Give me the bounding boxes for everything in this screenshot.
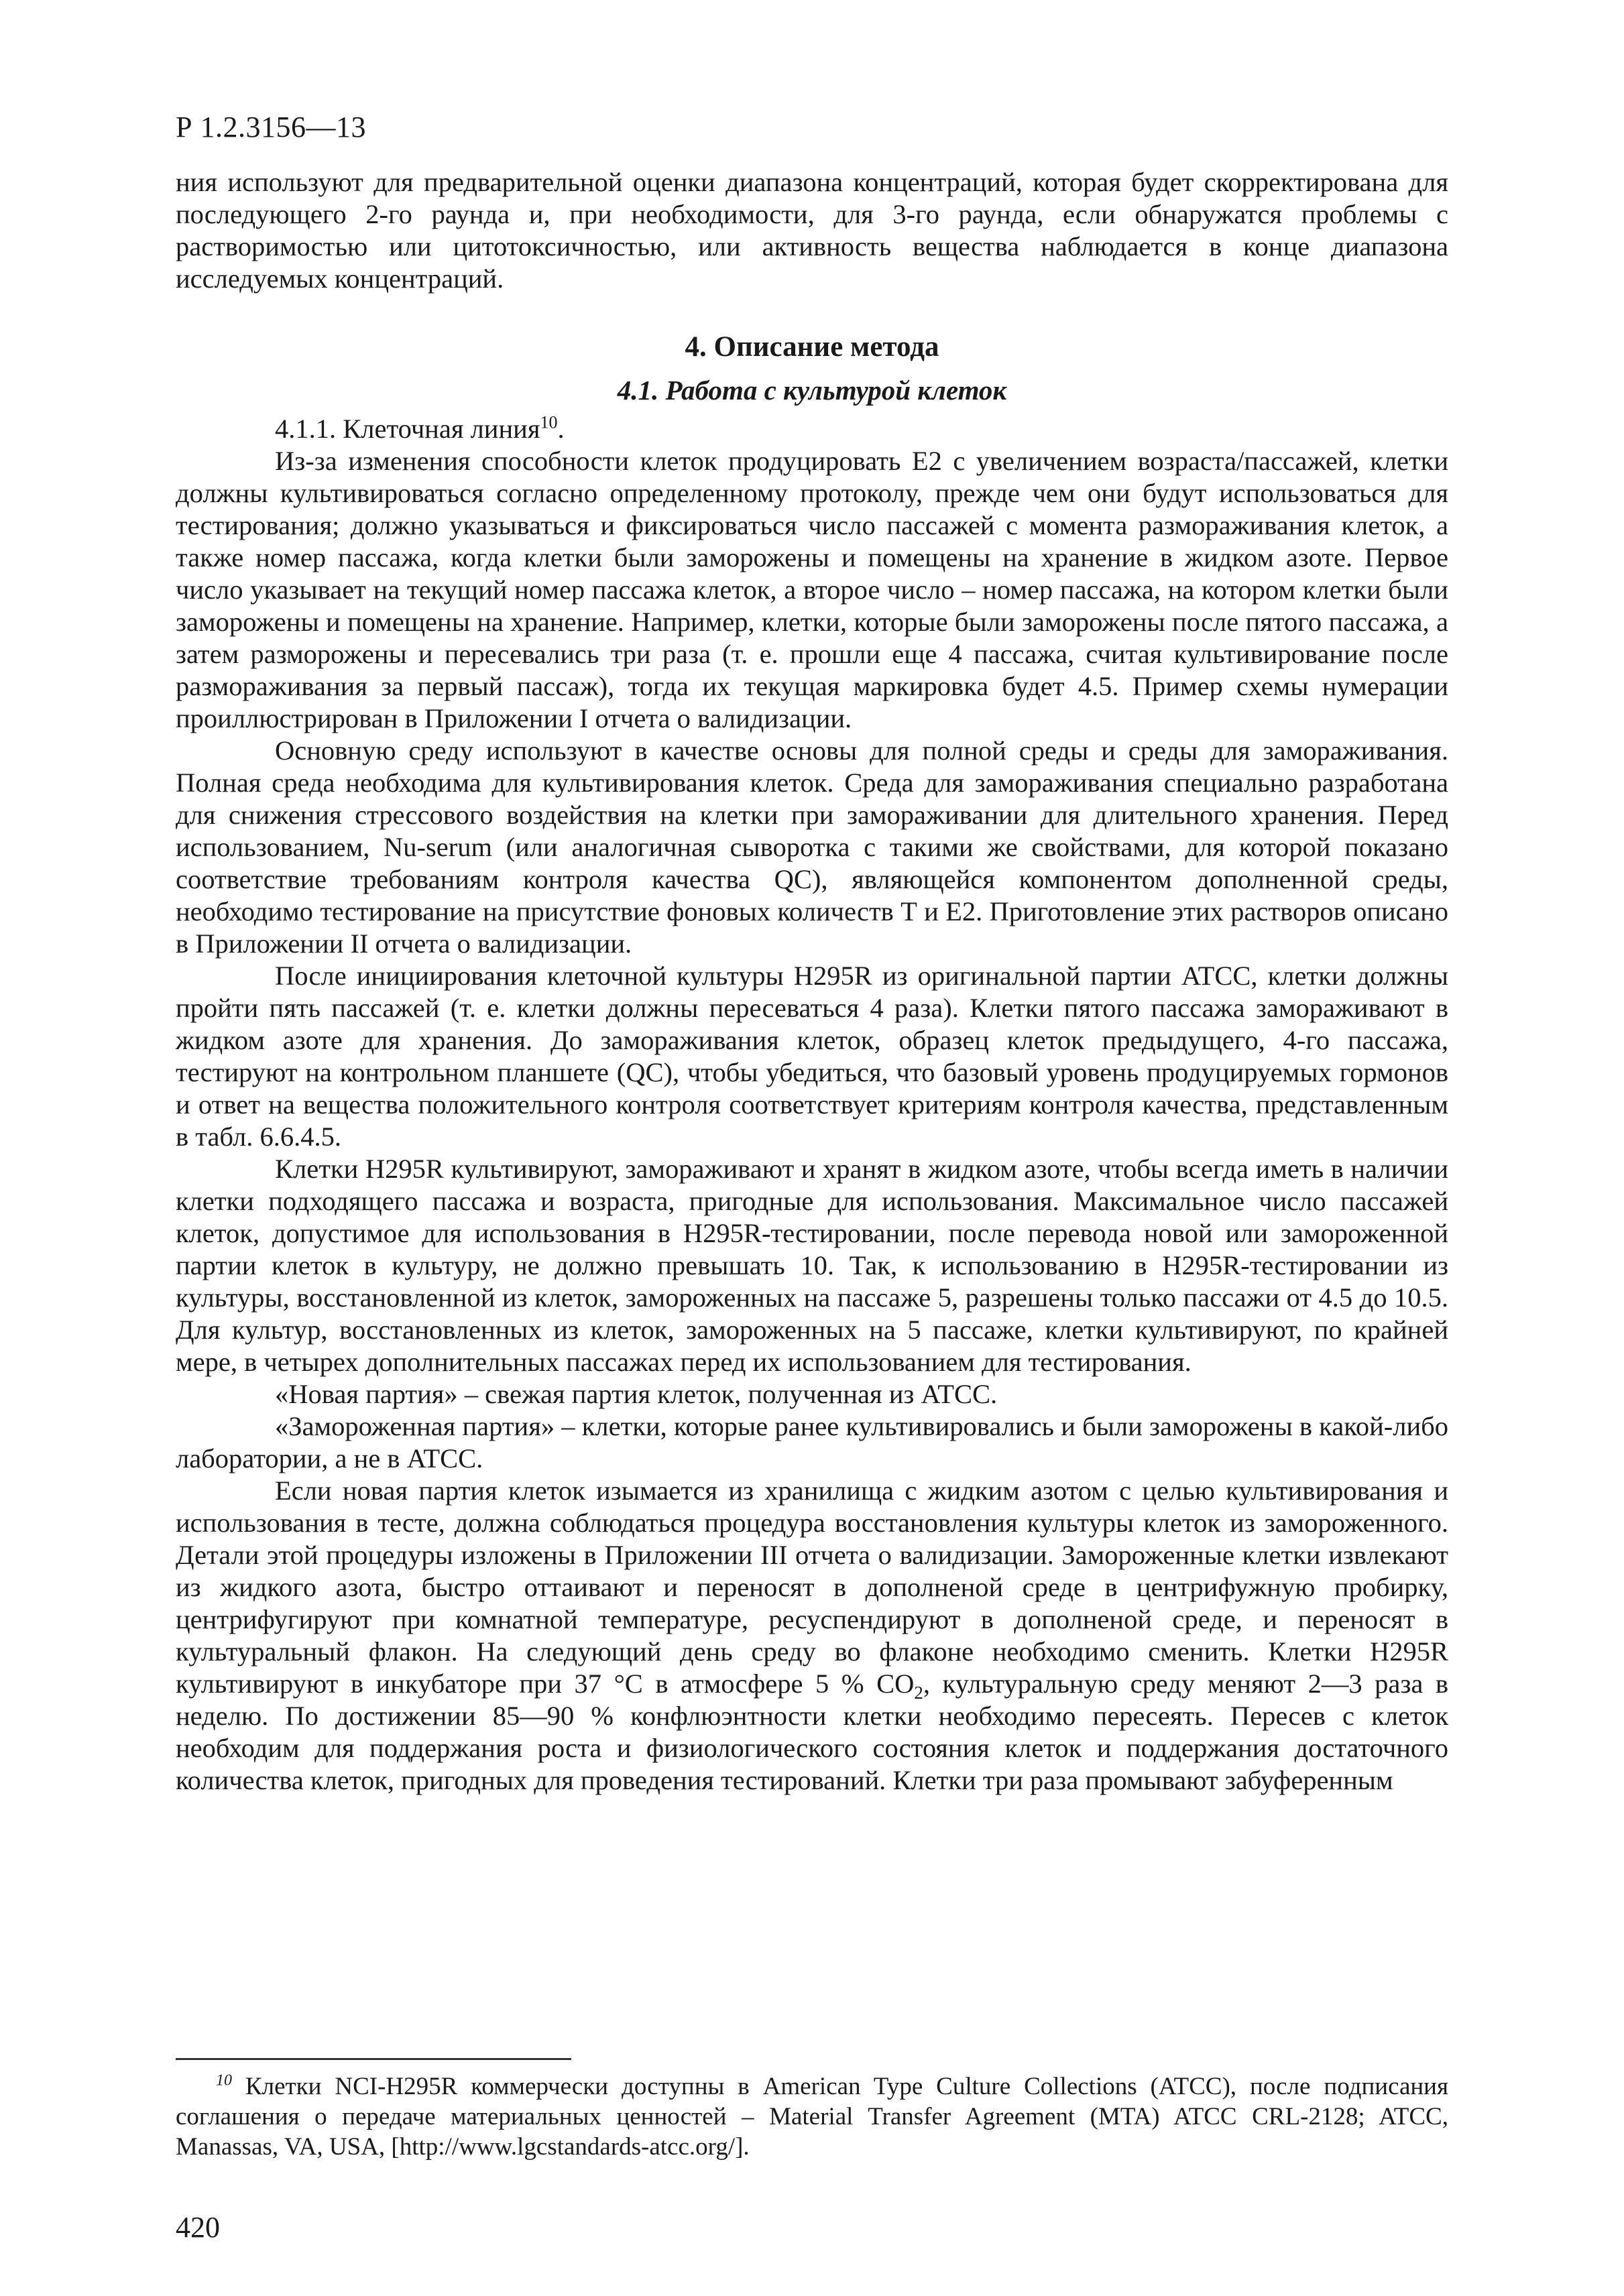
footnote-divider	[176, 2058, 571, 2060]
definition-frozen-batch: «Замороженная партия» – клетки, которые ранее культивировались и были заморожены в какой-либо лаборатории, а не в ATCC.	[176, 1411, 1448, 1473]
paragraph: Основную среду используют в качестве основы для полной среды и среды для замораживания. Полная среда необходима для культивирования клеток. Среда для замораживания специально разработана для снижения стрессового воздействия на клетки при замораживании для длительного хранения. Перед использованием, Nu-serum (или аналогичная сыворотка с такими же свойствами, для которой показано соответствие требованиям контроля качества QC), являющейся компонентом дополненной среды, необходимо тестирование на присутствие фоновых количеств Т и Е2. Приготовление этих растворов описано в Приложении II отчета о валидизации.	[176, 735, 1448, 959]
clause-label: 4.1.1. Клеточная линия	[275, 414, 540, 444]
subscript: 2	[914, 1683, 923, 1703]
intro-paragraph: ния используют для предварительной оценки диапазона концентраций, которая будет скорректирована для последующего 2-го раунда и, при необходимости, для 3-го раунда, если обнаружатся проблемы с растворимостью или цитотоксичностью, или активность вещества наблюдается в конце диапазона исследуемых концентраций.	[176, 167, 1448, 294]
paragraph-text: Если новая партия клеток изымается из хранилища с жидким азотом с целью культивирования и использования в тесте, должна соблюдаться процедура восстановления культуры клеток из замороженного. Детали этой процедуры изложены в Приложении III отчета о валидизации. Замороженные клетки извлекают из жидкого азота, быстро оттаивают и переносят в дополненой среде в центрифужную пробирку, центрифугируют при комнатной температуре, ресуспендируют в дополненой среде, и переносят в культуральный флакон. На следующий день среду во флаконе необходимо сменить. Клетки H295R культивируют в инкубаторе при 37 °С в атмосфере 5 % СО	[176, 1475, 1448, 1699]
document-code: Р 1.2.3156—13	[176, 111, 366, 143]
paragraph: Из-за изменения способности клеток продуцировать Е2 с увеличением возраста/пассажей, клетки должны культивироваться согласно определенному протоколу, прежде чем они будут использоваться для тестирования; должно указываться и фиксироваться число пассажей с момента размораживания клеток, а также номер пассажа, когда клетки были заморожены и помещены на хранение в жидком азоте. Первое число указывает на текущий номер пассажа клеток, а второе число – номер пассажа, на котором клетки были заморожены и помещены на хранение. Например, клетки, которые были заморожены после пятого пассажа, а затем разморожены и пересевались три раза (т. е. прошли еще 4 пассажа, считая культивирование после размораживания за первый пассаж), тогда их текущая маркировка будет 4.5. Пример схемы нумерации проиллюстрирован в Приложении I отчета о валидизации.	[176, 446, 1448, 733]
subsection-heading: 4.1. Работа с культурой клеток	[617, 375, 1007, 406]
section-heading: 4. Описание метода	[685, 331, 939, 363]
page-body	[176, 166, 1448, 1797]
paragraph	[176, 1475, 1448, 1797]
page-number: 420	[176, 2211, 220, 2244]
paragraph: После инициирования клеточной культуры H295R из оригинальной партии ATCC, клетки должны пройти пять пассажей (т. е. клетки должны пересеваться 4 раза). Клетки пятого пассажа замораживают в жидком азоте для хранения. До замораживания клеток, образец клеток предыдущего, 4-го пассажа, тестируют на контрольном планшете (QC), чтобы убедиться, что базовый уровень продуцируемых гормонов и ответ на вещества положительного контроля соответствует критериям контроля качества, представленным в табл. 6.6.4.5.	[176, 961, 1448, 1152]
footnote-mark: 10	[216, 2071, 232, 2090]
clause-heading	[176, 413, 1448, 445]
footnote-text: Клетки NCI-H295R коммерчески доступны в American Type Culture Collections (ATCC), после подписания соглашения о передаче материальных ценностей – Material Transfer Agreement (MTA) ATCC CRL-2128; ATCC, Manassas, VA, USA, [http://www.lgcstandards-atcc.org/].	[176, 2073, 1448, 2161]
clause-end: .	[557, 414, 565, 444]
footnote	[176, 2071, 1448, 2162]
paragraph: Клетки H295R культивируют, замораживают и хранят в жидком азоте, чтобы всегда иметь в наличии клетки подходящего пассажа и возраста, пригодные для использования. Максимальное число пассажей клеток, допустимое для использования в H295R-тестировании, после перевода новой или замороженной партии клеток в культуру, не должно превышать 10. Так, к использованию в H295R-тестировании из культуры, восстановленной из клеток, замороженных на пассаже 5, разрешены только пассажи от 4.5 до 10.5. Для культур, восстановленных из клеток, замороженных на 5 пассаже, клетки культивируют, по крайней мере, в четырех дополнительных пассажах перед их использованием для тестирования.	[176, 1154, 1448, 1377]
definition-new-batch: «Новая партия» – свежая партия клеток, полученная из ATCC.	[275, 1379, 998, 1409]
footnote-reference: 10	[540, 412, 558, 432]
paragraph-text: , культуральную среду меняют 2—3 раза в неделю. По достижении 85—90 % конфлюэнтности клетки необходимо пересеять. Пересев с клеток необходим для поддержания роста и физиологического состояния клеток и поддержания достаточного количества клеток, пригодных для проведения тестирований. Клетки три раза промывают забуференным	[176, 1669, 1448, 1795]
